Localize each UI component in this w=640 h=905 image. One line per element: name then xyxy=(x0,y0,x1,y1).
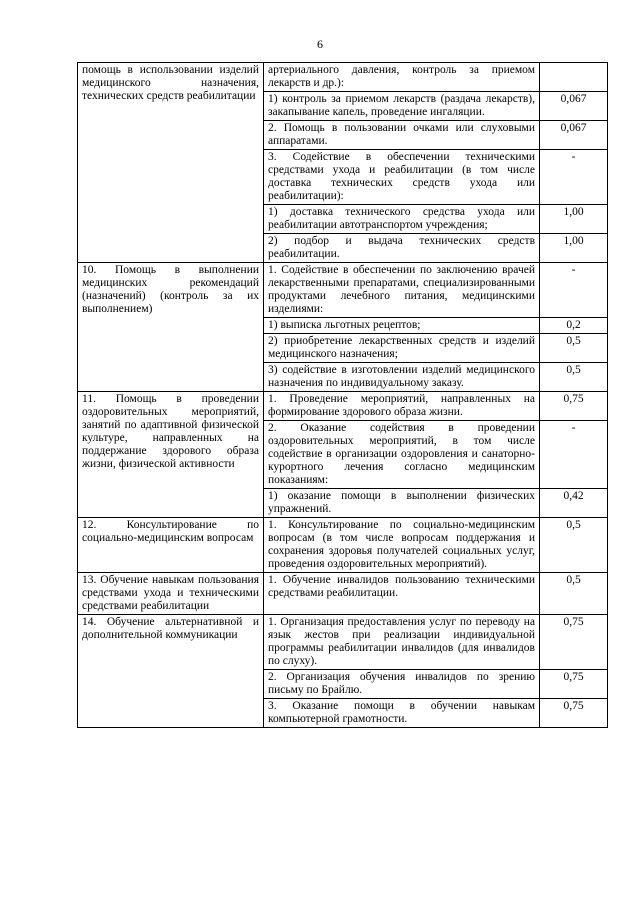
service-description: 2. Организация обучения инвалидов по зрению письму по Брайлю. xyxy=(268,671,535,696)
service-description-cell xyxy=(264,518,540,573)
time-norm-cell xyxy=(540,263,608,318)
service-description: 2) подбор и выдача технических средств реабилитации. xyxy=(268,235,535,260)
time-norm-value: 0,067 xyxy=(560,122,587,134)
time-norm-cell xyxy=(540,421,608,489)
service-category-cell xyxy=(78,263,264,392)
time-norm-cell xyxy=(540,489,608,518)
table-body xyxy=(78,63,608,728)
service-description-cell xyxy=(264,318,540,334)
service-description-cell xyxy=(264,615,540,670)
time-norm-value: - xyxy=(571,151,576,163)
time-norm-value: 0,067 xyxy=(560,93,587,105)
service-category-cell xyxy=(78,518,264,573)
time-norm-cell xyxy=(540,121,608,150)
service-category: 11. Помощь в проведении оздоровительных мероприятий, занятий по адаптивной физической культуре, направленных на поддержание здорового образа жизни, физической активности xyxy=(82,393,259,470)
service-description: 2. Помощь в пользовании очками или слуховыми аппаратами. xyxy=(268,122,535,147)
time-norm-cell xyxy=(540,699,608,728)
table-row xyxy=(78,573,608,615)
service-description: 2) приобретение лекарственных средств и изделий медицинского назначения; xyxy=(268,335,535,360)
time-norm-cell xyxy=(540,518,608,573)
time-norm-cell xyxy=(540,670,608,699)
service-description-cell xyxy=(264,263,540,318)
service-description-cell xyxy=(264,334,540,363)
service-description: 1. Содействие в обеспечении по заключению врачей лекарственными препаратами, специализированными продуктами лечебного питания, медицинскими изделиями: xyxy=(268,264,535,315)
service-category: 13. Обучение навыкам пользования средствами ухода и техническими средствами реабилитации xyxy=(82,574,259,612)
time-norm-cell xyxy=(540,318,608,334)
service-category-cell xyxy=(78,63,264,263)
time-norm-value: 0,5 xyxy=(566,519,581,531)
table-row xyxy=(78,518,608,573)
time-norm-value: 0,42 xyxy=(563,490,584,502)
time-norm-cell xyxy=(540,63,608,92)
service-description: 1) выписка льготных рецептов; xyxy=(268,319,421,331)
services-table xyxy=(77,62,608,728)
service-description-cell xyxy=(264,234,540,263)
service-description: 1) контроль за приемом лекарств (раздача лекарств), закапывание капель, проведение ингаляции. xyxy=(268,93,535,118)
table-row xyxy=(78,615,608,670)
service-description-cell xyxy=(264,699,540,728)
service-description: артериального давления, контроль за приемом лекарств и др.): xyxy=(268,64,535,89)
service-category: 14. Обучение альтернативной и дополнительной коммуникации xyxy=(82,616,259,641)
time-norm-cell xyxy=(540,234,608,263)
time-norm-value: 0,5 xyxy=(566,364,581,376)
service-category-cell xyxy=(78,392,264,518)
time-norm-value: 1,00 xyxy=(563,235,584,247)
service-category-cell xyxy=(78,615,264,728)
time-norm-value: 0,75 xyxy=(563,671,584,683)
time-norm-value: 1,00 xyxy=(563,206,584,218)
time-norm-cell xyxy=(540,363,608,392)
table-row xyxy=(78,63,608,92)
service-description: 1. Организация предоставления услуг по переводу на язык жестов при реализации индивидуальной программы реабилитации инвалидов (для инвалидов по слуху). xyxy=(268,616,535,667)
service-category-cell xyxy=(78,573,264,615)
service-description: 1) оказание помощи в выполнении физических упражнений. xyxy=(268,490,535,515)
time-norm-value: 0,75 xyxy=(563,616,584,628)
service-category: 10. Помощь в выполнении медицинских рекомендаций (назначений) (контроль за их выполнением) xyxy=(82,264,259,315)
service-category: 12. Консультирование по социально-медицинским вопросам xyxy=(82,519,259,544)
service-description: 1. Обучение инвалидов пользованию техническими средствами реабилитации. xyxy=(268,574,535,599)
service-description: 2. Оказание содействия в проведении оздоровительных мероприятий, в том числе содействие в организации оздоровления и санаторно-курортного лечения согласно медицинским показаниям: xyxy=(268,422,535,486)
time-norm-value: 0,75 xyxy=(563,393,584,405)
service-description-cell xyxy=(264,92,540,121)
time-norm-cell xyxy=(540,334,608,363)
table-row xyxy=(78,392,608,421)
time-norm-value: 0,5 xyxy=(566,335,581,347)
time-norm-cell xyxy=(540,92,608,121)
service-description-cell xyxy=(264,150,540,205)
time-norm-cell xyxy=(540,573,608,615)
time-norm-value: - xyxy=(571,264,576,276)
service-category: помощь в использовании изделий медицинского назначения, технических средств реабилитации xyxy=(82,64,259,102)
service-description-cell xyxy=(264,670,540,699)
service-description-cell xyxy=(264,489,540,518)
service-description-cell xyxy=(264,363,540,392)
service-description: 3. Оказание помощи в обучении навыкам компьютерной грамотности. xyxy=(268,700,535,725)
service-description-cell xyxy=(264,205,540,234)
service-description-cell xyxy=(264,573,540,615)
service-description-cell xyxy=(264,63,540,92)
service-description: 3. Содействие в обеспечении техническими средствами ухода и реабилитации (в том числе доставка технических средств ухода или реабилитации): xyxy=(268,151,535,202)
service-description: 1. Проведение мероприятий, направленных на формирование здорового образа жизни. xyxy=(268,393,535,418)
service-description-cell xyxy=(264,392,540,421)
service-description-cell xyxy=(264,121,540,150)
time-norm-cell xyxy=(540,615,608,670)
service-description-cell xyxy=(264,421,540,489)
page-number: 6 xyxy=(317,37,323,51)
time-norm-value: - xyxy=(571,422,576,434)
time-norm-cell xyxy=(540,392,608,421)
time-norm-value: 0,2 xyxy=(566,319,581,331)
time-norm-cell xyxy=(540,150,608,205)
service-description: 1) доставка технического средства ухода или реабилитации автотранспортом учреждения; xyxy=(268,206,535,231)
time-norm-cell xyxy=(540,205,608,234)
time-norm-value: 0,75 xyxy=(563,700,584,712)
table-row xyxy=(78,263,608,318)
service-description: 1. Консультирование по социально-медицинским вопросам (в том числе вопросам поддержания и сохранения здоровья получателей социальных услуг, проведения оздоровительных мероприятий). xyxy=(268,519,535,570)
service-description: 3) содействие в изготовлении изделий медицинского назначения по индивидуальному заказу. xyxy=(268,364,535,389)
time-norm-value: 0,5 xyxy=(566,574,581,586)
